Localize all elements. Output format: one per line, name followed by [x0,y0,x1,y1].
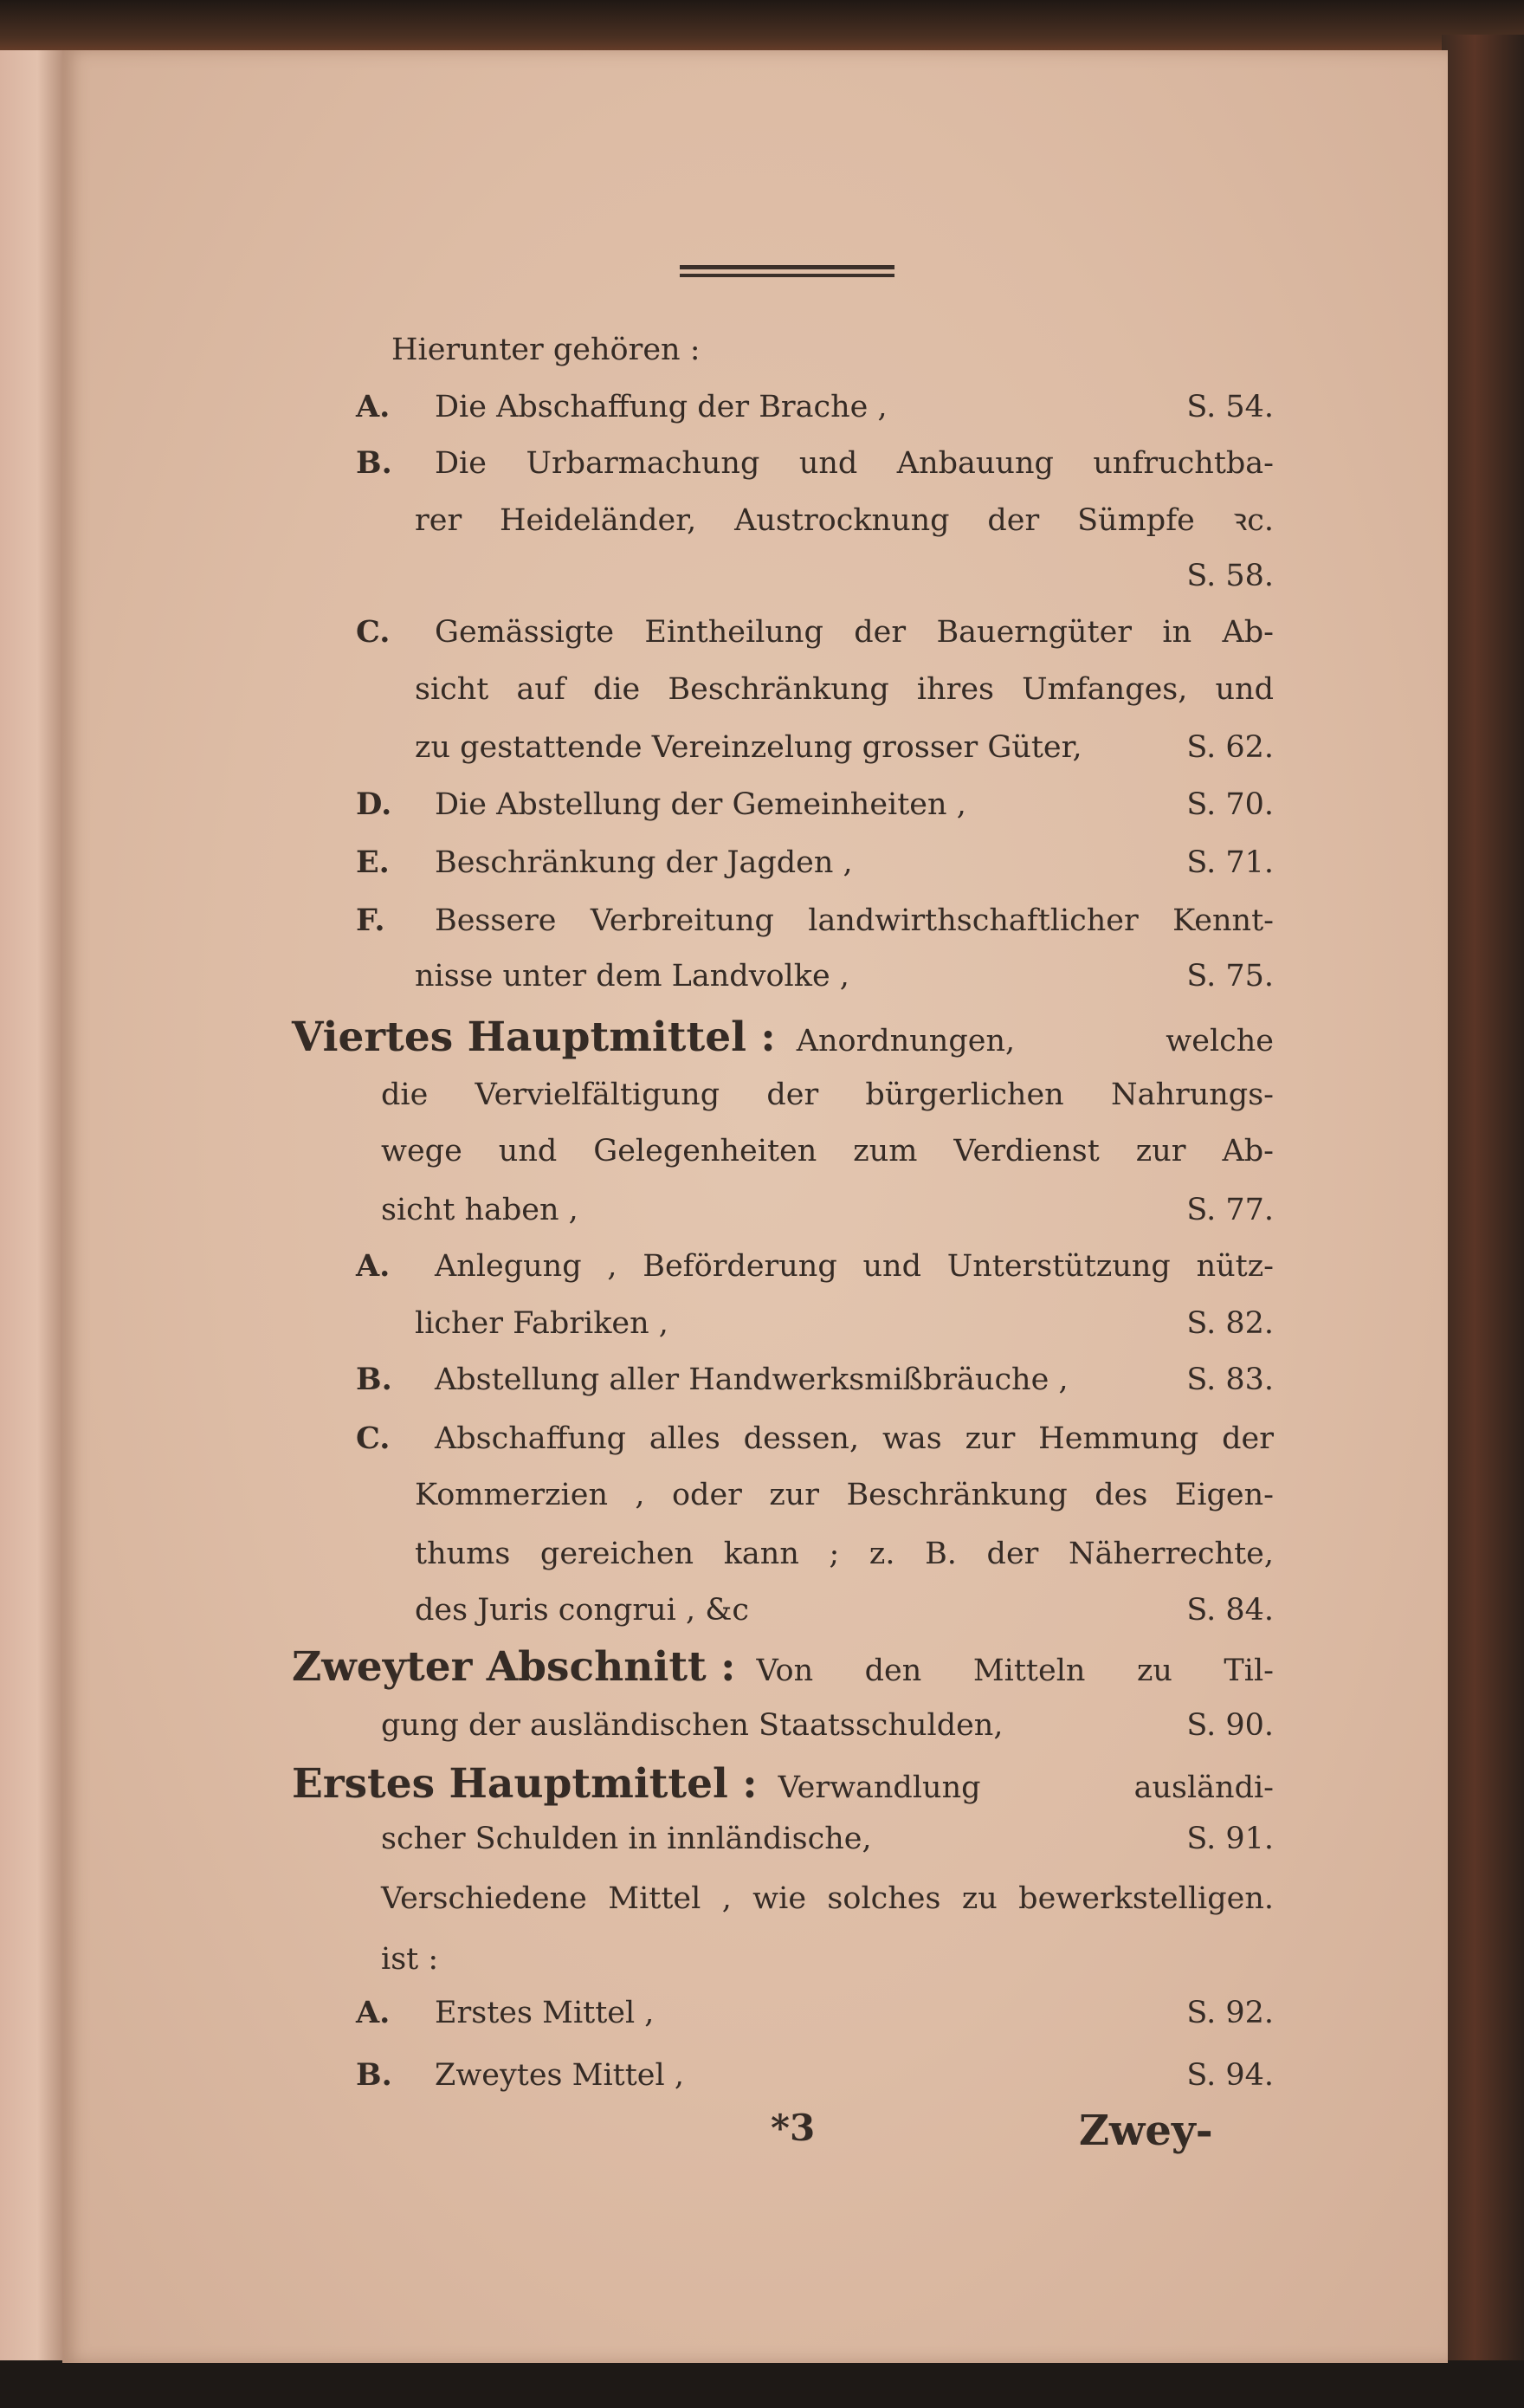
toc-entry [356,437,1274,489]
page-ref: S. 75. [1186,959,1274,994]
page-ref: S. 82. [1186,1306,1274,1341]
entry-text: Die Abstellung der Gemeinheiten , [435,787,966,822]
entry-text: Anlegung , Beförderung und Unterstützung nütz- [435,1249,1274,1284]
toc-continuation [381,1933,1274,1985]
page-ref: S. 77. [1186,1193,1274,1227]
page-ref: S. 54. [1186,390,1274,424]
toc-entry [356,1987,1274,2039]
page-ref: S. 94. [1186,2058,1274,2093]
entry-text: wege und Gelegenheiten zum Verdienst zur Ab- [381,1134,1274,1168]
section-heading [292,1758,1274,1810]
entry-label: C. [356,1421,391,1456]
toc-entry [356,381,1274,433]
entry-text: des Juris congrui , &c [415,1593,750,1628]
heading-text: Viertes Hauptmittel : [292,1013,776,1061]
toc-continuation [415,663,1274,715]
toc-entry [356,779,1274,831]
entry-text: Abstellung aller Handwerksmißbräuche , [435,1363,1069,1397]
section-heading [292,1641,1274,1693]
left-page-edge [0,50,62,2363]
entry-label: F. [356,903,385,938]
toc-continuation [415,1584,1274,1636]
toc-continuation [381,1125,1274,1177]
toc-entry [356,2049,1274,2101]
entry-label: B. [356,1362,392,1397]
toc-entry [356,895,1274,947]
section-heading [292,1012,1274,1064]
toc-continuation [381,1699,1274,1751]
entry-label: E. [356,845,390,880]
toc-continuation [381,1813,1274,1865]
page-ref: S. 92. [1186,1996,1274,2030]
book-bottom-edge [0,2360,1524,2408]
page-ref: S. 84. [1186,1593,1274,1628]
entry-text: scher Schulden in innländische, [381,1822,872,1856]
entry-text: Abschaffung alles dessen, was zur Hemmung der [435,1421,1274,1456]
toc-continuation [381,1873,1274,1925]
page-ref: S. 83. [1186,1363,1274,1397]
entry-text: Die Urbarmachung und Anbauung unfruchtba- [435,446,1274,481]
page-ref: S. 62. [1186,730,1274,765]
toc-continuation [415,495,1274,547]
entry-text: Verschiedene Mittel , wie solches zu bewerkstelligen. [381,1881,1274,1916]
page-ref: S. 58. [1186,559,1274,593]
entry-text: nisse unter dem Landvolke , [415,959,849,994]
entry-text: die Vervielfältigung der bürgerlichen Nahrungs- [381,1078,1274,1112]
entry-text: Zweytes Mittel , [435,2058,684,2093]
toc-continuation [415,550,1274,602]
toc-continuation [415,1528,1274,1580]
entry-text: Anordnungen, welche [796,1024,1274,1058]
toc-continuation [415,950,1274,1002]
entry-text: zu gestattende Vereinzelung grosser Güter, [415,730,1082,765]
book-top-edge [0,0,1524,54]
entry-text: licher Fabriken , [415,1306,668,1341]
entry-label: D. [356,786,392,822]
toc-continuation [415,1298,1274,1350]
entry-text: Beschränkung der Jagden , [435,845,853,880]
entry-text: sicht auf die Beschränkung ihres Umfanges, und [415,672,1274,707]
entry-text: Bessere Verbreitung landwirthschaftlicher Kennt- [435,903,1274,938]
toc-continuation [415,1469,1274,1521]
toc-entry [356,1413,1274,1465]
entry-label: B. [356,2057,392,2093]
toc-continuation [381,1184,1274,1236]
entry-label: C. [356,614,391,650]
toc-continuation [415,722,1274,774]
catchword: Zwey- [1079,2107,1213,2155]
toc-entry [356,1354,1274,1406]
heading-text: Erstes Hauptmittel : [292,1760,758,1808]
toc-entry [356,606,1274,658]
entry-text: Verwandlung ausländi- [778,1770,1274,1805]
heading-text: Zweyter Abschnitt : [292,1643,736,1691]
toc-entry [356,1240,1274,1292]
entry-text: Erstes Mittel , [435,1996,655,2030]
header-rule [680,265,894,277]
signature-mark: *3 [771,2107,816,2149]
entry-label: A. [356,1995,391,2030]
book-cover-edge [1442,35,1524,2373]
entry-label: B. [356,445,392,481]
entry-text: ist : [381,1942,439,1977]
entry-label: A. [356,389,391,424]
toc-continuation [381,1069,1274,1121]
text: Hierunter gehören : [391,333,701,367]
entry-text: Kommerzien , oder zur Beschränkung des Eigen- [415,1478,1274,1512]
entry-text: sicht haben , [381,1193,578,1227]
page-ref: S. 91. [1186,1822,1274,1856]
page-ref: S. 90. [1186,1708,1274,1743]
page-ref: S. 70. [1186,787,1274,822]
entry-text: Die Abschaffung der Brache , [435,390,888,424]
intro-line [391,324,1274,376]
entry-text: Von den Mitteln zu Til- [756,1654,1274,1688]
entry-text: rer Heideländer, Austrocknung der Sümpfe ꝛc. [415,503,1274,538]
entry-text: thums gereichen kann ; z. B. der Näherrechte, [415,1537,1274,1571]
entry-text: Gemässigte Eintheilung der Bauerngüter in Ab- [435,615,1274,650]
toc-entry [356,837,1274,889]
page-ref: S. 71. [1186,845,1274,880]
entry-label: A. [356,1248,391,1284]
entry-text: gung der ausländischen Staatsschulden, [381,1708,1004,1743]
